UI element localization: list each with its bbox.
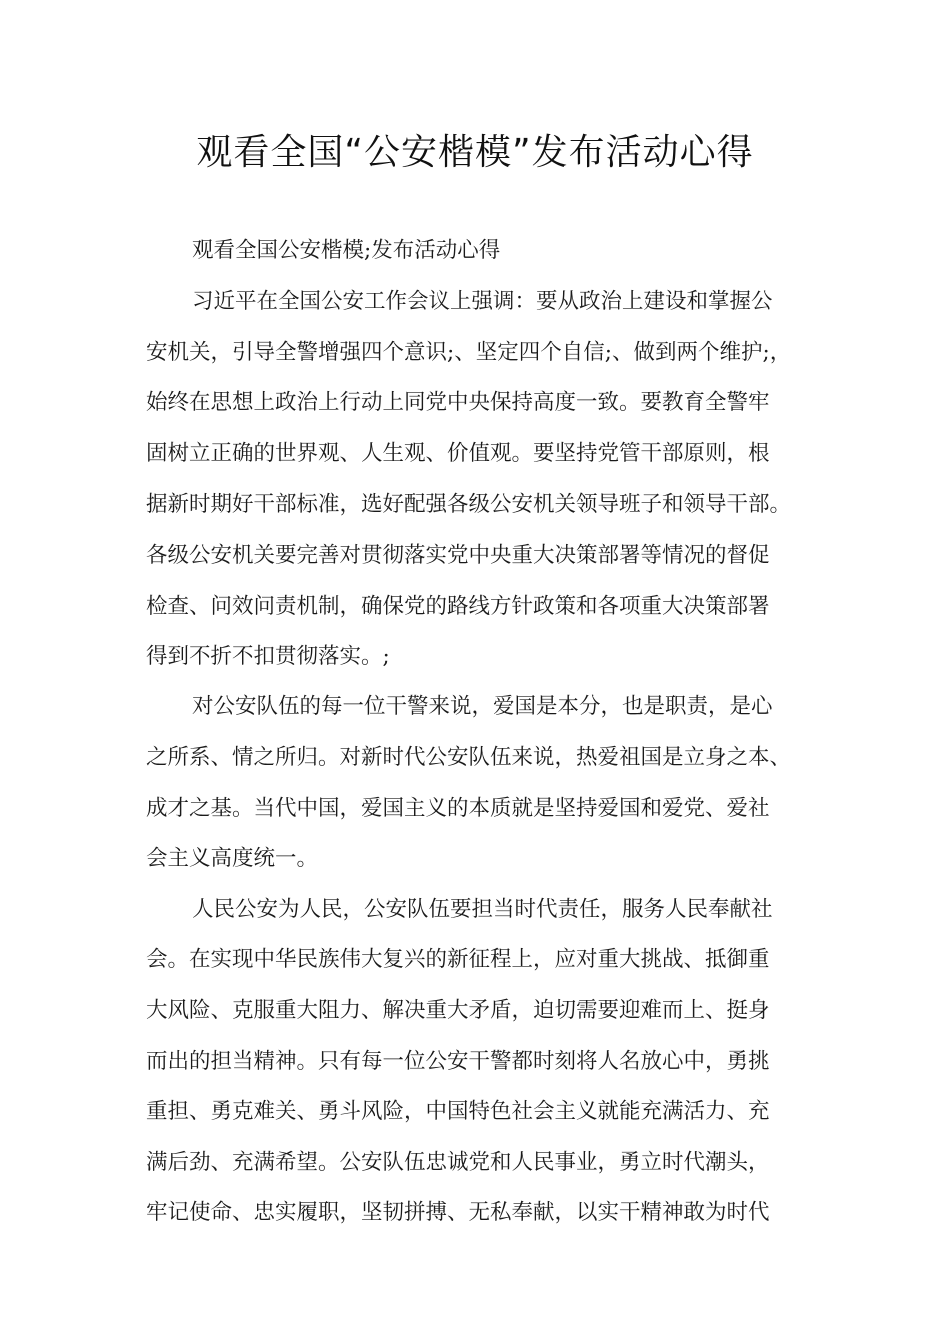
- paragraph-3-line-3: 大风险、克服重大阻力、解决重大矛盾，迫切需要迎难而上、挺身: [146, 998, 770, 1023]
- paragraph-3-line-7: 牢记使命、忠实履职，坚韧拼搏、无私奉献，以实干精神敢为时代: [146, 1200, 770, 1225]
- paragraph-1-line-7: 检查、问效问责机制，确保党的路线方针政策和各项重大决策部署: [146, 594, 770, 619]
- paragraph-1-line-2: 安机关，引导全警增强四个意识;、坚定四个自信;、做到两个维护;，: [146, 340, 792, 365]
- paragraph-1-line-8: 得到不折不扣贯彻落实。;: [146, 644, 390, 669]
- paragraph-2-line-2: 之所系、情之所归。对新时代公安队伍来说，热爱祖国是立身之本、: [146, 745, 792, 770]
- paragraph-1-line-6: 各级公安机关要完善对贯彻落实党中央重大决策部署等情况的督促: [146, 543, 770, 568]
- paragraph-2-line-3: 成才之基。当代中国，爱国主义的本质就是坚持爱国和爱党、爱社: [146, 796, 770, 821]
- subtitle-line: 观看全国公安楷模;发布活动心得: [192, 238, 501, 263]
- paragraph-3-line-6: 满后劲、充满希望。公安队伍忠诚党和人民事业，勇立时代潮头，: [146, 1150, 770, 1175]
- paragraph-1-line-5: 据新时期好干部标准，选好配强各级公安机关领导班子和领导干部。: [146, 492, 792, 517]
- paragraph-2-line-1: 对公安队伍的每一位干警来说，爱国是本分，也是职责，是心: [192, 694, 773, 719]
- paragraph-3-line-1: 人民公安为人民，公安队伍要担当时代责任，服务人民奉献社: [192, 897, 773, 922]
- paragraph-3-line-2: 会。在实现中华民族伟大复兴的新征程上，应对重大挑战、抵御重: [146, 947, 770, 972]
- paragraph-1-line-3: 始终在思想上政治上行动上同党中央保持高度一致。要教育全警牢: [146, 390, 770, 415]
- paragraph-3-line-4: 而出的担当精神。只有每一位公安干警都时刻将人名放心中，勇挑: [146, 1049, 770, 1074]
- paragraph-3-line-5: 重担、勇克难关、勇斗风险，中国特色社会主义就能充满活力、充: [146, 1099, 770, 1124]
- paragraph-1-line-4: 固树立正确的世界观、人生观、价值观。要坚持党管干部原则，根: [146, 441, 770, 466]
- paragraph-2-line-4: 会主义高度统一。: [146, 846, 319, 871]
- document-title: 观看全国“公安楷模”发布活动心得: [196, 132, 754, 173]
- paragraph-1-line-1: 习近平在全国公安工作会议上强调：要从政治上建设和掌握公: [192, 289, 773, 314]
